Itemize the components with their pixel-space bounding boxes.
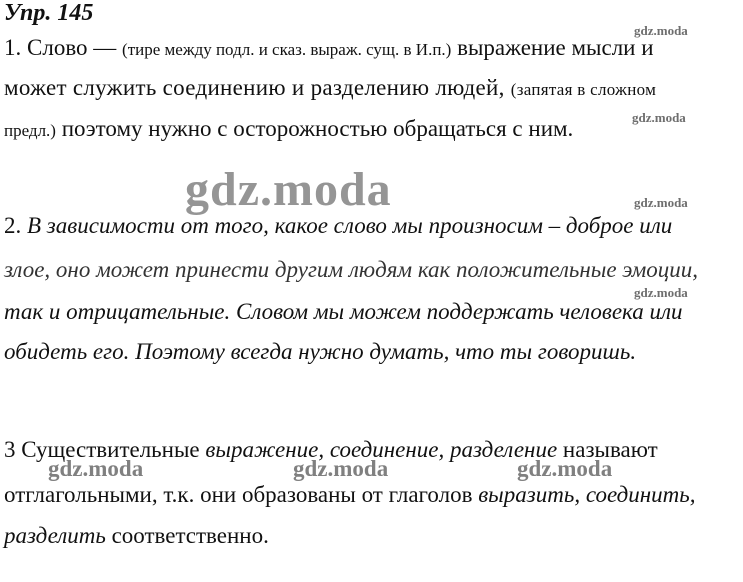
paragraph-2-line-4: обидеть его. Поэтому всегда нужно думать, что ты говоришь. [4,339,637,364]
paragraph-3-line-2: отглагольными, т.к. они образованы от глаголов выразить, соединить, [4,482,696,507]
watermark: gdz.moda [634,195,688,210]
watermark: gdz.moda [48,456,144,481]
watermark: gdz.moda [634,23,688,38]
watermark: gdz.moda [632,110,686,125]
paragraph-3-line-1: 3 Существительные выражение, соединение, разделение называют [4,437,658,462]
exercise-title: Упр. 145 [4,0,94,26]
watermark: gdz.moda [517,456,613,481]
paragraph-2-line-3: так и отрицательные. Словом мы можем поддержать человека или [4,299,683,324]
paragraph-1-line-1: 1. Слово — (тире между подл. и сказ. выраж. сущ. в И.п.) выражение мысли и [4,35,654,60]
paragraph-1-line-2: может служить соединению и разделению людей, (запятая в сложном [4,75,657,100]
watermark-large: gdz.moda [185,163,392,216]
paragraph-2-line-2: злое, оно может принести другим людям как положительные эмоции, [4,257,698,282]
watermark: gdz.moda [634,285,688,300]
paragraph-2-line-1: 2. В зависимости от того, какое слово мы произносим – доброе или [4,213,673,238]
paragraph-3-line-3: разделить соответственно. [4,523,269,548]
watermark: gdz.moda [293,456,389,481]
paragraph-1-line-3: предл.) поэтому нужно с осторожностью обращаться с ним. [4,116,574,141]
